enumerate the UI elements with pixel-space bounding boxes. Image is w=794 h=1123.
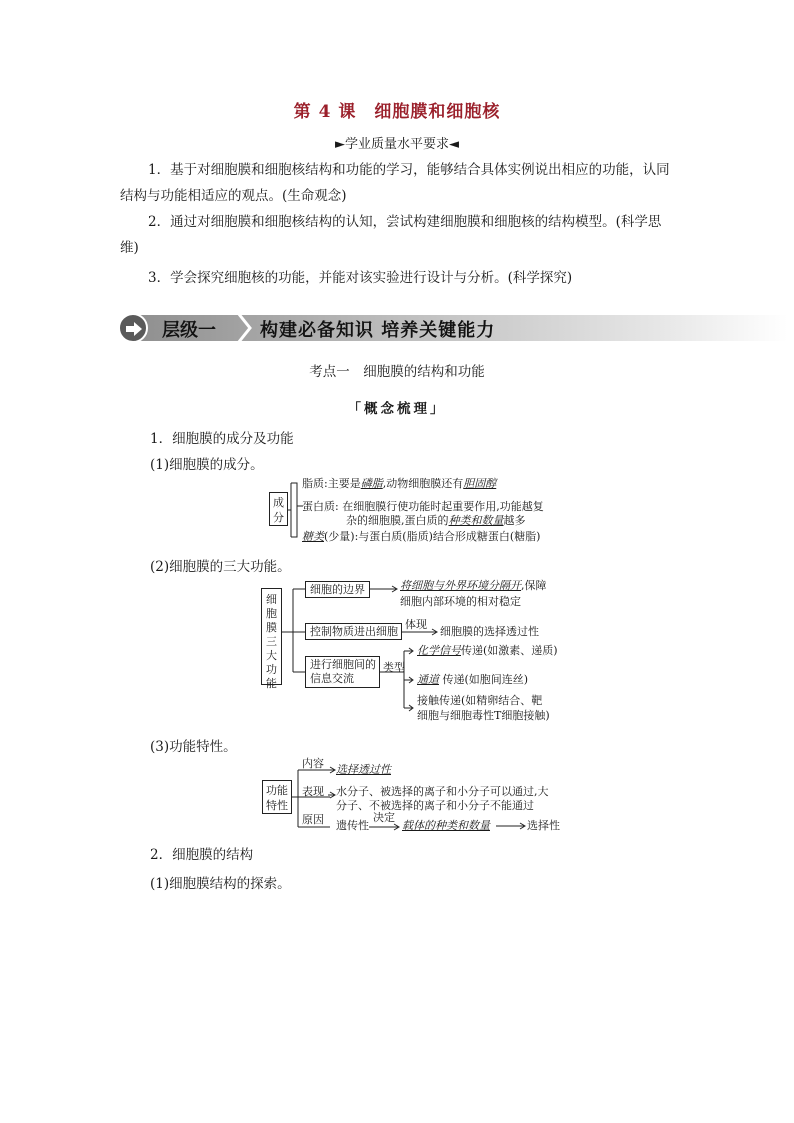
sugar-answer: 糖类	[302, 530, 324, 543]
heading-1-2: (2)细胞膜的三大功能。	[150, 559, 291, 575]
heading-1-1: (1)细胞膜的成分。	[150, 457, 264, 473]
property-root-2: 特性	[266, 799, 288, 812]
boundary-desc-2: 细胞内部环境的相对稳定	[400, 595, 521, 608]
lipid-answer-2: 胆固醇	[463, 477, 497, 490]
reason-decide: 决定	[373, 811, 395, 824]
protein-line-2b: 越多	[503, 514, 526, 527]
signal-type-3b: 细胞与细胞毒性T细胞接触)	[417, 709, 550, 722]
reason-carrier	[402, 819, 490, 833]
transport-label: 体现	[405, 618, 427, 631]
lipid-mid: ,动物细胞膜还有	[382, 477, 464, 490]
heading-1-3: (3)功能特性。	[150, 739, 237, 755]
property-root	[262, 780, 292, 814]
heading-2-1: (1)细胞膜结构的探索。	[150, 876, 291, 892]
property-root-1: 功能	[266, 784, 288, 797]
content-label: 内容	[302, 757, 324, 770]
banner-level: 层级一	[162, 320, 216, 341]
boundary-answer: 将细胞与外界环境分隔开	[400, 579, 521, 592]
transport-desc: 细胞膜的选择透过性	[440, 625, 539, 638]
function-transport: 控制物质进出细胞	[310, 625, 398, 638]
heading-1: 1．细胞膜的成分及功能	[150, 431, 294, 447]
show-line-1: 水分子、被选择的离子和小分子可以通过,大	[336, 785, 549, 798]
composition-root-text: 成分	[273, 496, 284, 524]
signal-type-2-answer: 通道	[417, 673, 439, 686]
sugar-rest: (少量):与蛋白质(脂质)结合形成糖蛋白(糖脂)	[324, 530, 541, 543]
reason-label: 原因	[302, 813, 324, 826]
reason-heredity: 遗传性	[336, 819, 369, 832]
content-answer-text: 选择透过性	[336, 763, 391, 776]
function-boundary: 细胞的边界	[310, 583, 365, 596]
kaodian-heading: 考点一 细胞膜的结构和功能	[309, 364, 485, 380]
signal-type-2-rest: 传递(如胞间连丝)	[442, 673, 529, 686]
show-line-2: 分子、不被选择的离子和小分子不能通过	[336, 799, 534, 812]
requirement-3: 3．学会探究细胞核的功能，并能对该实验进行设计与分析。(科学探究)	[148, 270, 573, 286]
reason-selectivity: 选择性	[527, 819, 560, 832]
requirement-2: 2．通过对细胞膜和细胞核结构的认知，尝试构建细胞膜和细胞核的结构模型。(科学思维)	[120, 214, 662, 256]
lipid-answer-1: 磷脂	[360, 477, 383, 490]
signal-type-1-answer: 化学信号	[417, 644, 461, 657]
boundary-desc-tail: ,保障	[521, 579, 547, 592]
page-title: 第 4 课 细胞膜和细胞核	[293, 102, 501, 122]
lipid-prefix: 脂质:主要是	[302, 477, 361, 490]
function-signal-1: 进行细胞间的	[310, 658, 376, 671]
protein-line-2a: 杂的细胞膜,蛋白质的	[346, 514, 449, 527]
signal-type-label: 类型	[383, 661, 405, 674]
show-label: 表现	[302, 785, 324, 798]
reason-carrier-answer: 载体的种类和数量	[402, 819, 490, 832]
heading-2: 2．细胞膜的结构	[150, 847, 254, 863]
protein-answer: 种类和数量	[448, 514, 504, 527]
functions-root-text: 细胞膜三大功能	[266, 593, 277, 690]
signal-type-3a: 接触传递(如精卵结合、靶	[417, 694, 543, 707]
function-signal-2: 信息交流	[310, 672, 354, 685]
content-answer	[336, 763, 391, 777]
banner-text: 构建必备知识 培养关键能力	[260, 320, 496, 341]
signal-type-1-rest: 传递(如激素、递质)	[461, 644, 558, 657]
requirements-heading: ►学业质量水平要求◄	[335, 137, 459, 152]
concept-heading: 「概念梳理」	[347, 401, 447, 417]
protein-line-1: 蛋白质: 在细胞膜行使功能时起重要作用,功能越复	[302, 500, 544, 513]
requirement-1: 1．基于对细胞膜和细胞核结构和功能的学习，能够结合具体实例说出相应的功能，认同结构与功能相适应的观点。(生命观念)	[120, 162, 670, 204]
